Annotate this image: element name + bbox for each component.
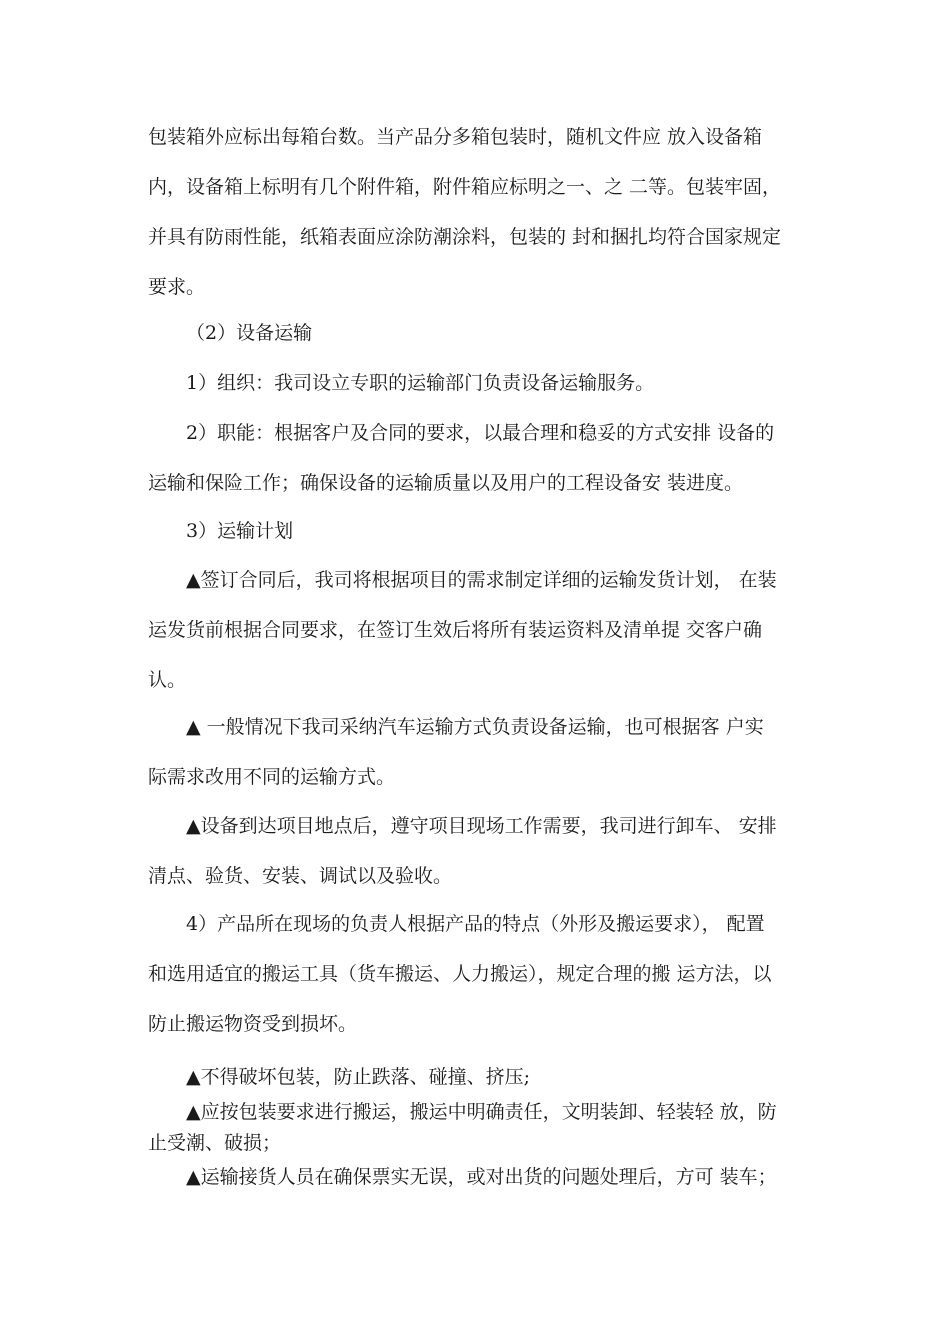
paragraph-function: [148, 408, 822, 508]
text-line: ▲运输接货人员在确保票实无误，或对出货的问题处理后，方可 装车；: [186, 1166, 777, 1188]
paragraph-handling-rules: [148, 1097, 822, 1159]
text-line: 1）组织：我司设立专职的运输部门负责设备运输服务。: [186, 372, 655, 394]
text-line: 3）运输计划: [186, 520, 294, 542]
text-line: 并具有防雨性能，纸箱表面应涂防潮涂料，包装的 封和捆扎均符合国家规定: [148, 226, 782, 248]
paragraph-plan-vehicle: [148, 702, 822, 802]
text-line: ▲不得破坏包装，防止跌落、碰撞、挤压;: [186, 1066, 531, 1088]
paragraph-transport-plan-heading: [148, 506, 822, 556]
text-line: ▲应按包装要求进行搬运，搬运中明确责任，文明装卸、轻装轻 放，防: [186, 1101, 777, 1123]
paragraph-packaging: [148, 112, 822, 312]
text-line: 和选用适宜的搬运工具（货车搬运、人力搬运），规定合理的搬 运方法，以: [148, 963, 772, 985]
text-line: 运输和保险工作；确保设备的运输质量以及用户的工程设备安 装进度。: [148, 472, 744, 494]
paragraph-plan-arrival: [148, 801, 822, 901]
section-heading-equipment-transport: [148, 308, 822, 358]
paragraph-no-damage: [148, 1052, 822, 1102]
text-line: 清点、验货、安装、调试以及验收。: [148, 865, 453, 887]
text-line: 际需求改用不同的运输方式。: [148, 766, 396, 788]
text-line: 要求。: [148, 276, 206, 298]
text-line: 止受潮、破损；: [148, 1132, 282, 1154]
text-line: 运发货前根据合同要求，在签订生效后将所有装运资料及清单提 交客户确: [148, 619, 763, 641]
text-line: ▲签订合同后，我司将根据项目的需求制定详细的运输发货计划， 在装: [186, 569, 777, 591]
text-line: ▲ 一般情况下我司采纳汽车运输方式负责设备运输，也可根据客 户实: [186, 716, 764, 738]
text-line: 包装箱外应标出每箱台数。当产品分多箱包装时，随机文件应 放入设备箱: [148, 126, 763, 148]
text-line: （2）设备运输: [186, 322, 313, 344]
paragraph-plan-contract: [148, 555, 822, 705]
paragraph-organization: [148, 358, 822, 408]
text-line: 认。: [148, 669, 187, 691]
paragraph-handling: [148, 899, 822, 1049]
text-line: 2）职能：根据客户及合同的要求，以最合理和稳妥的方式安排 设备的: [186, 422, 775, 444]
paragraph-loading: [148, 1152, 822, 1202]
text-line: 内，设备箱上标明有几个附件箱，附件箱应标明之一、之 二等。包装牢固，: [148, 176, 782, 198]
text-line: 防止搬运物资受到损坏。: [148, 1013, 358, 1035]
text-line: ▲设备到达项目地点后，遵守项目现场工作需要，我司进行卸车、 安排: [186, 815, 777, 837]
text-line: 4）产品所在现场的负责人根据产品的特点（外形及搬运要求）， 配置: [186, 913, 765, 935]
